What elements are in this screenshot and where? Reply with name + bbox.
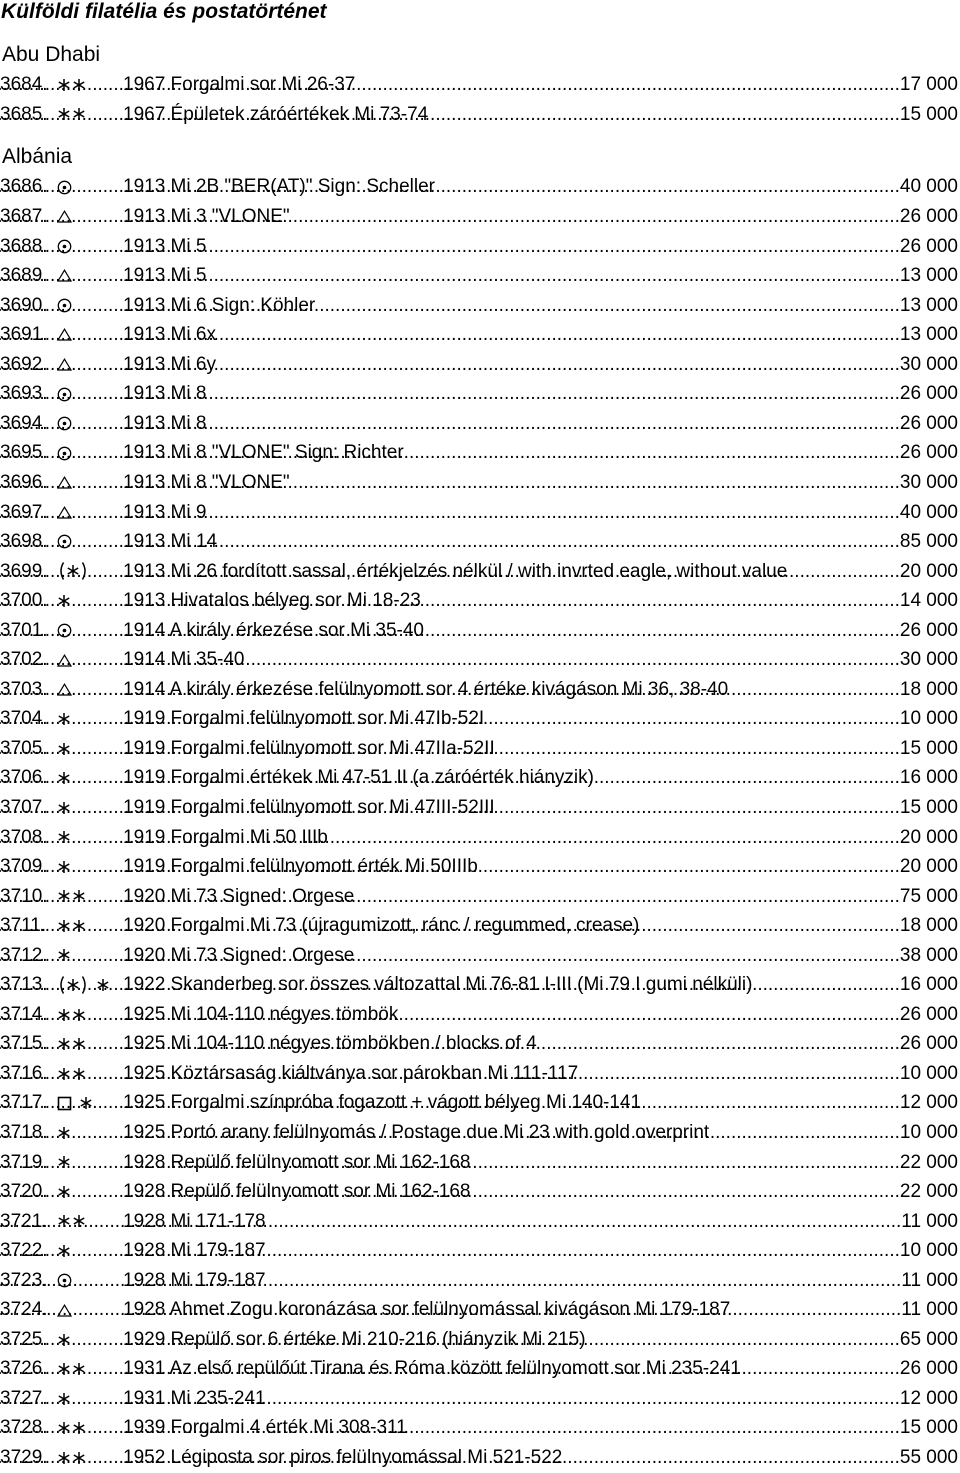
dot-leader (216, 350, 900, 380)
country-section (0, 40, 960, 129)
lot-number: 3720. (0, 1181, 48, 1203)
dot-leader (266, 1207, 902, 1237)
lot-price: 26 000 (899, 206, 958, 228)
lot-number: 3707. (0, 796, 48, 818)
lot-number: 3717. (0, 1092, 48, 1114)
lot-description: 1925 Mi 104-110 négyes tömbökben / blocks of 4 (123, 1033, 537, 1055)
dot-leader (787, 557, 900, 587)
lot-description: 1919 Forgalmi értékek Mi 47-51 II (a záróérték hiányzik) (123, 767, 594, 789)
lot-price: 11 000 (901, 1210, 958, 1232)
lot-price: 15 000 (899, 1417, 958, 1439)
lot-price: 26 000 (899, 1358, 958, 1380)
lot-description: 1929 Repülő sor 6 értéke Mi 210-216 (hiányzik Mi 215) (123, 1328, 586, 1350)
dot-leader (594, 763, 900, 793)
lot-price: 30 000 (899, 471, 958, 493)
lot-price: 13 000 (899, 324, 958, 346)
lot-row (0, 704, 960, 734)
lot-price: 22 000 (899, 1151, 958, 1173)
lot-number: 3706. (0, 767, 48, 789)
lot-price: 65 000 (899, 1328, 958, 1350)
lot-description: 1928 Mi 179-187 (123, 1269, 266, 1291)
dot-leader (578, 1059, 900, 1089)
lot-description: 1913 Mi 3 "VLONE" (123, 206, 290, 228)
lot-description: 1925 Forgalmi színpróba fogazott + vágott bélyeg Mi 140-141 (123, 1092, 642, 1114)
lot-description: 1925 Mi 104-110 négyes tömbök (123, 1003, 399, 1025)
dot-leader (428, 100, 900, 130)
lot-row (0, 379, 960, 409)
dot-leader (216, 320, 900, 350)
lot-row (0, 527, 960, 557)
dot-leader (470, 1177, 899, 1207)
dot-leader (586, 1325, 900, 1355)
country-heading: Albánia (2, 145, 73, 169)
dot-leader (354, 882, 900, 912)
lot-price: 14 000 (899, 590, 958, 612)
lot-number: 3708. (0, 826, 48, 848)
lot-price: 13 000 (899, 294, 958, 316)
lot-number: 3701. (0, 619, 48, 641)
lot-row (0, 675, 960, 705)
lot-number: 3721. (0, 1210, 48, 1232)
lot-description: 1919 Forgalmi felülnyomott érték Mi 50IIIb (123, 856, 478, 878)
lot-description: 1914 Mi 35-40 (123, 649, 245, 671)
lot-description: 1931 Mi 235-241 (123, 1387, 266, 1409)
lot-description: 1967 Forgalmi sor Mi 26-37 (123, 74, 356, 95)
dot-leader (752, 970, 899, 1000)
dot-leader (354, 941, 900, 971)
lot-row (0, 970, 960, 1000)
dot-leader (206, 379, 899, 409)
lot-description: 1925 Köztársaság kiáltványa sor párokban Mi 111-117 (123, 1062, 579, 1084)
dot-leader (217, 527, 900, 557)
lot-price: 20 000 (899, 560, 958, 582)
lot-number: 3696. (0, 471, 48, 493)
dot-leader (728, 675, 900, 705)
lot-number: 3718. (0, 1121, 48, 1143)
lot-description: 1928 Mi 179-187 (123, 1240, 266, 1262)
lot-price: 26 000 (899, 383, 958, 405)
lot-list (0, 40, 960, 1473)
dot-leader (206, 261, 899, 291)
lot-price: 20 000 (899, 826, 958, 848)
dot-leader (355, 70, 900, 100)
lot-description: 1913 Mi 6y (123, 353, 216, 375)
lot-description: 1913 Mi 5 (123, 235, 207, 257)
lot-price: 55 000 (899, 1447, 958, 1468)
lot-description: 1928 Ahmet Zogu koronázása sor felülnyomással kivágáson Mi 179-187 (123, 1299, 731, 1321)
lot-number: 3716. (0, 1062, 48, 1084)
lot-number: 3727. (0, 1387, 48, 1409)
lot-description: 1925 Portó arany felülnyomás / Postage due Mi 23 with gold overprint (123, 1121, 710, 1143)
lot-description: 1920 Mi 73 Signed: Orgese (123, 885, 355, 907)
lot-description: 1922 Skanderbeg sor összes változattal Mi 76-81 I-III (Mi 79 I gumi nélküli) (123, 974, 753, 996)
dot-leader (244, 645, 899, 675)
lot-price: 40 000 (899, 501, 958, 523)
dot-leader (639, 911, 900, 941)
lot-price: 75 000 (899, 885, 958, 907)
lot-price: 18 000 (899, 915, 958, 937)
country-heading: Abu Dhabi (2, 43, 101, 66)
dot-leader (495, 793, 900, 823)
lot-price: 26 000 (899, 442, 958, 464)
lot-description: 1913 Mi 5 (123, 265, 207, 287)
dot-leader (315, 291, 900, 321)
lot-row (0, 557, 960, 587)
dot-leader (404, 438, 900, 468)
lot-price: 30 000 (899, 353, 958, 375)
lot-price: 15 000 (899, 103, 958, 125)
lot-number: 3710. (0, 885, 48, 907)
lot-description: 1967 Épületek záróértékek Mi 73-74 (123, 103, 429, 125)
lot-number: 3729. (0, 1447, 48, 1468)
lot-price: 40 000 (899, 176, 958, 198)
lot-number: 3685. (0, 103, 48, 125)
lot-row (0, 1000, 960, 1030)
dot-leader (398, 1000, 900, 1030)
lot-number: 3702. (0, 649, 48, 671)
lot-row (0, 172, 960, 202)
dot-leader (266, 1236, 900, 1266)
lot-row (0, 350, 960, 380)
lot-number: 3691. (0, 324, 48, 346)
lot-description: 1913 Mi 2B "BER(AT)" Sign: Scheller (123, 176, 435, 198)
lot-price: 20 000 (899, 856, 958, 878)
lot-row (0, 911, 960, 941)
dot-leader (484, 704, 900, 734)
lot-row (0, 882, 960, 912)
lot-number: 3692. (0, 353, 48, 375)
lot-number: 3698. (0, 531, 48, 553)
lot-number: 3695. (0, 442, 48, 464)
lot-price: 22 000 (899, 1181, 958, 1203)
lot-description: 1913 Mi 14 (123, 531, 218, 553)
lot-price: 10 000 (899, 708, 958, 730)
lot-number: 3719. (0, 1151, 48, 1173)
dot-leader (435, 172, 900, 202)
lot-description: 1913 Hivatalos bélyeg sor Mi 18-23 (123, 590, 421, 612)
lot-number: 3726. (0, 1358, 48, 1380)
lot-row (0, 1059, 960, 1089)
lot-price: 15 000 (899, 796, 958, 818)
lot-number: 3688. (0, 235, 48, 257)
lot-number: 3728. (0, 1417, 48, 1439)
lot-row (0, 1207, 960, 1237)
lot-number: 3686. (0, 176, 48, 198)
lot-number: 3724. (0, 1299, 48, 1321)
lot-number: 3709. (0, 856, 48, 878)
lot-row (0, 100, 960, 130)
lot-number: 3712. (0, 944, 48, 966)
dot-leader (206, 232, 899, 262)
dot-leader (407, 1413, 900, 1443)
page-title: Külföldi filatélia és postatörténet (1, 0, 327, 23)
dot-leader (741, 1354, 900, 1384)
lot-price: 11 000 (901, 1269, 958, 1291)
lot-price: 38 000 (899, 944, 958, 966)
lot-number: 3705. (0, 737, 48, 759)
lot-row (0, 1177, 960, 1207)
lot-description: 1920 Forgalmi Mi 73 (újragumizott, ránc / regummed, crease) (123, 915, 640, 937)
lot-row (0, 586, 960, 616)
lot-price: 26 000 (899, 619, 958, 641)
lot-description: 1920 Mi 73 Signed: Orgese (123, 944, 355, 966)
dot-leader (266, 1266, 902, 1296)
lot-price: 10 000 (899, 1121, 958, 1143)
lot-number: 3689. (0, 265, 48, 287)
lot-row (0, 261, 960, 291)
lot-number: 3690. (0, 294, 48, 316)
lot-price: 10 000 (899, 1240, 958, 1262)
lot-row (0, 291, 960, 321)
lot-price: 26 000 (899, 235, 958, 257)
lot-row (0, 202, 960, 232)
lot-row (0, 763, 960, 793)
lot-price: 26 000 (899, 1003, 958, 1025)
lot-row (0, 1443, 960, 1473)
lot-number: 3713. (0, 974, 48, 996)
lot-number: 3715. (0, 1033, 48, 1055)
lot-number: 3704. (0, 708, 48, 730)
lot-row (0, 438, 960, 468)
lot-number: 3693. (0, 383, 48, 405)
lot-price: 26 000 (899, 1033, 958, 1055)
lot-description: 1913 Mi 26 fordított sassal, értékjelzés nélkül / with invrted eagle, without value (123, 560, 788, 582)
lot-price: 12 000 (899, 1387, 958, 1409)
lot-row (0, 1148, 960, 1178)
country-section (0, 142, 960, 1472)
lot-description: 1928 Repülő felülnyomott sor Mi 162-168 (123, 1151, 471, 1173)
lot-description: 1928 Repülő felülnyomott sor Mi 162-168 (123, 1181, 471, 1203)
lot-row (0, 793, 960, 823)
lot-number: 3714. (0, 1003, 48, 1025)
lot-number: 3694. (0, 412, 48, 434)
dot-leader (537, 1029, 900, 1059)
lot-row (0, 409, 960, 439)
lot-description: 1913 Mi 8 "VLONE" Sign: Richter (123, 442, 404, 464)
lot-row (0, 1413, 960, 1443)
lot-row (0, 616, 960, 646)
lot-description: 1939 Forgalmi 4 érték Mi 308-311 (123, 1417, 407, 1439)
lot-row (0, 232, 960, 262)
lot-row (0, 1354, 960, 1384)
dot-leader (709, 1118, 900, 1148)
lot-number: 3687. (0, 206, 48, 228)
lot-number: 3722. (0, 1240, 48, 1262)
lot-description: 1952 Légiposta sor piros felülnyomással Mi 521-522 (123, 1447, 563, 1468)
dot-leader (641, 1088, 900, 1118)
lot-number: 3723. (0, 1269, 48, 1291)
lot-row (0, 320, 960, 350)
dot-leader (290, 468, 900, 498)
lot-row (0, 1029, 960, 1059)
lot-number: 3699. (0, 560, 48, 582)
lot-description: 1913 Mi 6 Sign: Köhler (123, 294, 316, 316)
lot-row (0, 1118, 960, 1148)
lot-description: 1913 Mi 6x (123, 324, 216, 346)
lot-row (0, 498, 960, 528)
lot-row (0, 1384, 960, 1414)
dot-leader (328, 823, 900, 853)
dot-leader (421, 586, 900, 616)
lot-row (0, 852, 960, 882)
lot-row (0, 645, 960, 675)
lot-price: 30 000 (899, 649, 958, 671)
dot-leader (266, 1384, 900, 1414)
dot-leader (290, 202, 900, 232)
lot-price: 10 000 (899, 1062, 958, 1084)
lot-number: 3725. (0, 1328, 48, 1350)
dot-leader (478, 852, 900, 882)
lot-price: 12 000 (899, 1092, 958, 1114)
lot-price: 13 000 (899, 265, 958, 287)
lot-row (0, 823, 960, 853)
lot-price: 18 000 (899, 678, 958, 700)
lot-price: 11 000 (901, 1299, 958, 1321)
lot-number: 3703. (0, 678, 48, 700)
lot-row (0, 1325, 960, 1355)
dot-leader (470, 1148, 899, 1178)
lot-description: 1919 Forgalmi felülnyomott sor Mi 47Ib-52I (123, 708, 485, 730)
lot-description: 1913 Mi 9 (123, 501, 207, 523)
lot-description: 1913 Mi 8 (123, 412, 207, 434)
lot-row (0, 70, 960, 100)
lot-description: 1931 Az első repülőút Tirana és Róma között felülnyomott sor Mi 235-241 (123, 1358, 741, 1380)
lot-description: 1914 A király érkezése felülnyomott sor 4 értéke kivágáson Mi 36, 38-40 (123, 678, 729, 700)
dot-leader (495, 734, 900, 764)
lot-row (0, 1088, 960, 1118)
lot-row (0, 1266, 960, 1296)
lot-description: 1913 Mi 8 (123, 383, 207, 405)
lot-row (0, 1236, 960, 1266)
lot-number: 3711. (0, 915, 47, 937)
lot-price: 85 000 (899, 531, 958, 553)
lot-description: 1919 Forgalmi felülnyomott sor Mi 47III-52III (123, 796, 495, 818)
dot-leader (206, 409, 899, 439)
lot-description: 1919 Forgalmi Mi 50 IIIb (123, 826, 328, 848)
lot-row (0, 1295, 960, 1325)
lot-description: 1919 Forgalmi felülnyomott sor Mi 47IIa-52II (123, 737, 495, 759)
lot-description: 1914 A király érkezése sor Mi 35-40 (123, 619, 424, 641)
dot-leader (206, 498, 899, 528)
lot-price: 17 000 (899, 74, 958, 95)
dot-leader (562, 1443, 900, 1473)
lot-row (0, 941, 960, 971)
lot-row (0, 734, 960, 764)
lot-price: 16 000 (899, 767, 958, 789)
lot-number: 3697. (0, 501, 48, 523)
lot-price: 15 000 (899, 737, 958, 759)
dot-leader (730, 1295, 901, 1325)
lot-number: 3684. (0, 74, 48, 95)
lot-description: 1913 Mi 8 "VLONE" (123, 471, 290, 493)
lot-number: 3700. (0, 590, 48, 612)
dot-leader (424, 616, 900, 646)
lot-price: 16 000 (899, 974, 958, 996)
lot-price: 26 000 (899, 412, 958, 434)
lot-row (0, 468, 960, 498)
lot-description: 1928 Mi 171-178 (123, 1210, 266, 1232)
